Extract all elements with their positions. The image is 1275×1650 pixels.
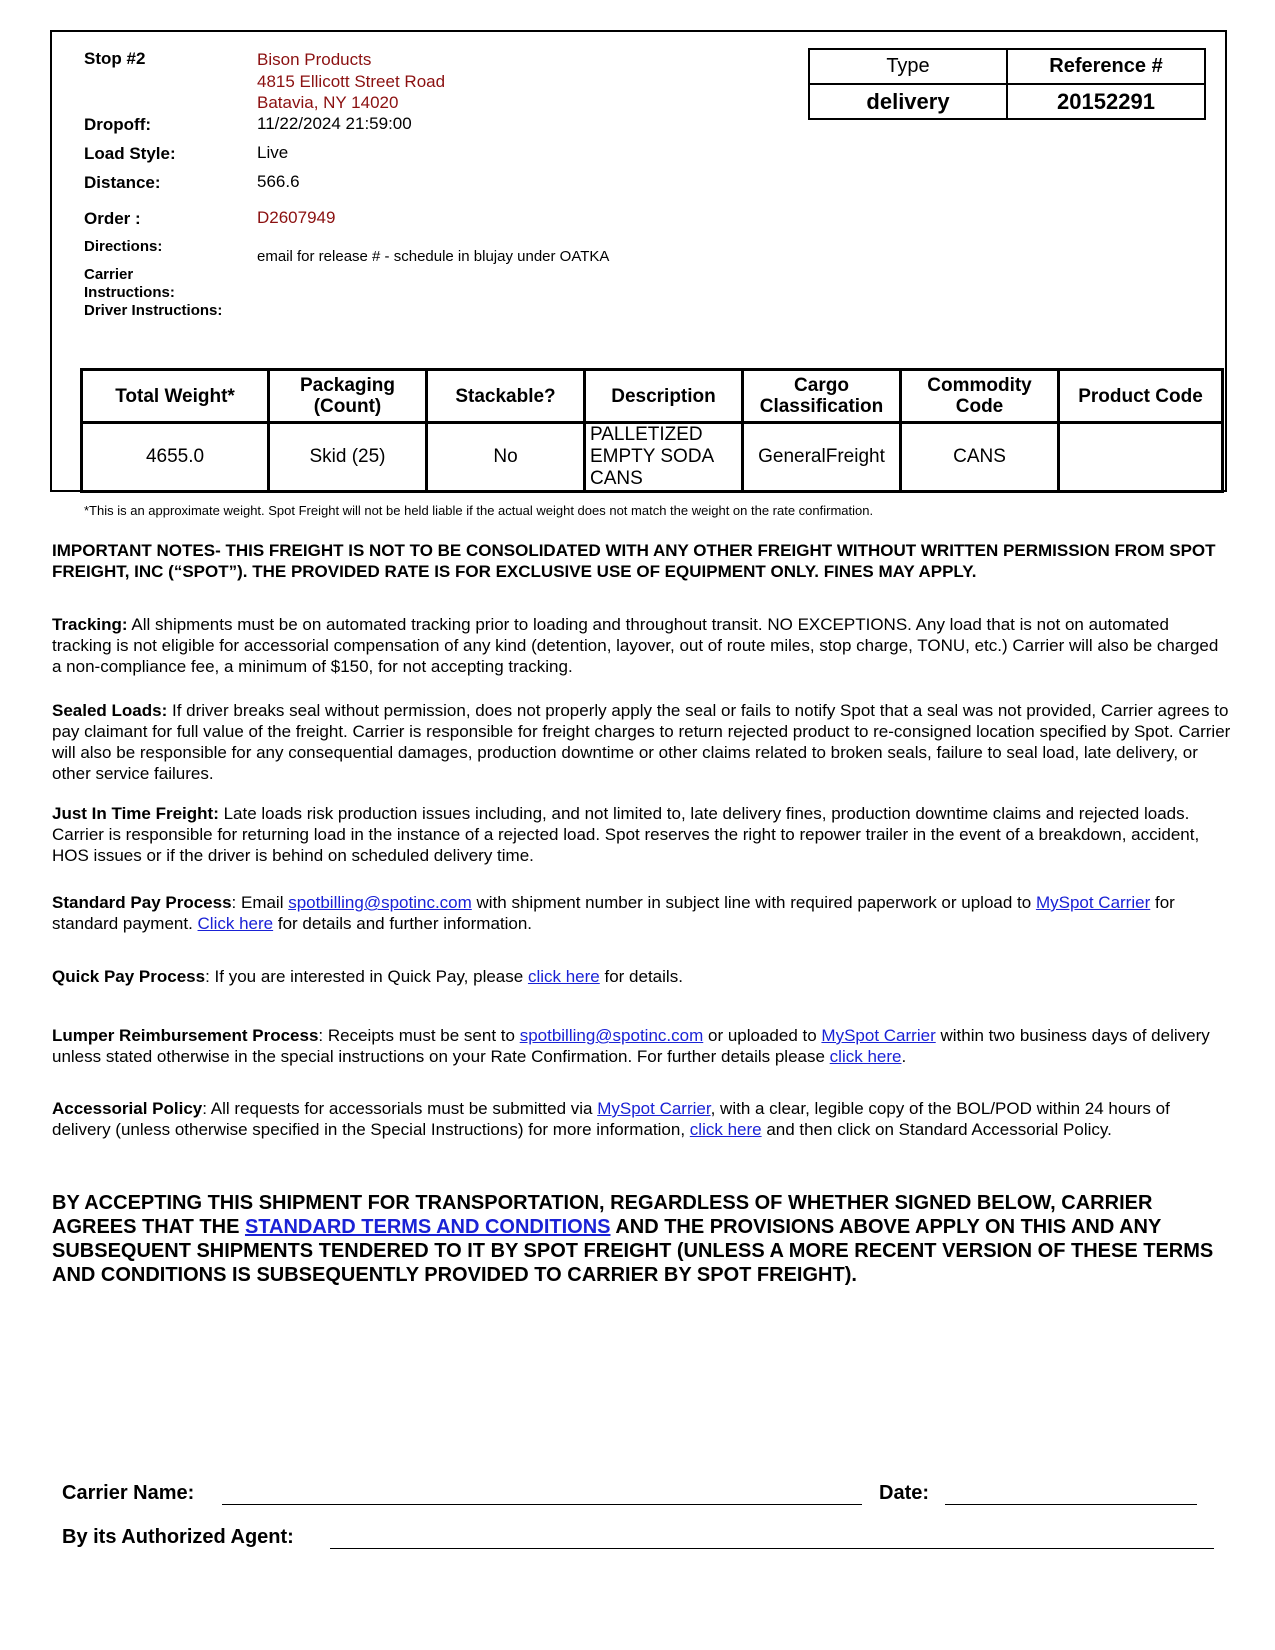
stop-address [257, 49, 445, 114]
cell-description-line1: PALLETIZED [590, 424, 703, 445]
standard-pay-label: Standard Pay Process [52, 893, 232, 912]
lumper-click-here-link[interactable]: click here [829, 1047, 902, 1066]
date-label: Date: [879, 1482, 930, 1504]
header-packaging-line2: (Count) [313, 396, 382, 417]
quick-pay-paragraph [52, 966, 1232, 987]
carrier-instructions-label-2: Instructions: [84, 284, 175, 301]
cell-description [585, 423, 743, 492]
cell-packaging: Skid (25) [269, 423, 427, 492]
header-packaging-line1: Packaging [299, 375, 396, 396]
header-total-weight: Total Weight* [82, 370, 269, 423]
standard-pay-email-link[interactable]: spotbilling@spotinc.com [288, 893, 472, 912]
standard-pay-text-3: for standard payment. [52, 893, 1175, 933]
quick-pay-text-2: for details. [599, 967, 683, 986]
acceptance-statement [52, 1191, 1232, 1287]
standard-pay-myspot-link[interactable]: MySpot Carrier [1035, 893, 1151, 912]
cell-description-line2: EMPTY SODA [590, 446, 715, 467]
street-address: 4815 Ellicott Street Road [257, 71, 446, 91]
lumper-paragraph [52, 1025, 1232, 1067]
accessorial-text-1: : All requests for accessorials must be submitted via [202, 1099, 598, 1118]
cell-cargo-classification: GeneralFreight [743, 423, 901, 492]
header-product-code: Product Code [1059, 370, 1223, 423]
cargo-header-row [82, 370, 1223, 423]
standard-pay-click-here-link[interactable]: Click here [197, 914, 274, 933]
lumper-text-1: : Receipts must be sent to [318, 1026, 520, 1045]
type-value: delivery [809, 84, 1007, 119]
acceptance-text-2: AND THE PROVISIONS ABOVE APPLY ON THIS AND ANY SUBSEQUENT SHIPMENTS TENDERED TO IT BY SPOT FREIGHT (UNLESS A MORE RECENT VERSION OF THESE TERMS AND CONDITIONS IS SUBSEQUENTLY PROVIDED TO CARRIER BY SPOT FREIGHT). [52, 1216, 1214, 1286]
jit-label: Just In Time Freight: [52, 804, 219, 823]
reference-value: 20152291 [1007, 84, 1205, 119]
driver-instructions-label: Driver Instructions: [84, 302, 223, 319]
distance-value: 566.6 [257, 172, 300, 191]
directions-value: email for release # - schedule in blujay under OATKA [257, 248, 610, 265]
standard-pay-text-1: : Email [231, 893, 289, 912]
accessorial-click-here-link[interactable]: click here [689, 1120, 762, 1139]
header-commodity-line1: Commodity [927, 375, 1032, 396]
carrier-name-line[interactable] [222, 1504, 862, 1505]
authorized-agent-label: By its Authorized Agent: [62, 1526, 294, 1548]
header-cargo-line2: Classification [759, 396, 884, 417]
carrier-instructions-label-1: Carrier [84, 266, 134, 283]
jit-paragraph [52, 803, 1232, 866]
lumper-email-link[interactable]: spotbilling@spotinc.com [519, 1026, 704, 1045]
important-notes: IMPORTANT NOTES- THIS FREIGHT IS NOT TO BE CONSOLIDATED WITH ANY OTHER FREIGHT WITHOUT WRITTEN PERMISSION FROM SPOT FREIGHT, INC (“SPOT”). THE PROVIDED RATE IS FOR EXCLUSIVE USE OF EQUIPMENT ONLY. FINES MAY APPLY. [52, 541, 1216, 581]
accessorial-label: Accessorial Policy [52, 1099, 203, 1118]
quick-pay-click-here-link[interactable]: click here [527, 967, 600, 986]
standard-pay-paragraph [52, 892, 1232, 934]
type-reference-table [808, 48, 1206, 120]
weight-footnote: *This is an approximate weight. Spot Freight will not be held liable if the actual weight does not match the weight on the rate confirmation. [84, 503, 874, 518]
accessorial-text-3: and then click on Standard Accessorial Policy. [761, 1120, 1112, 1139]
cargo-table [80, 368, 1224, 493]
tracking-paragraph [52, 614, 1232, 677]
dropoff-value: 11/22/2024 21:59:00 [257, 114, 412, 133]
terms-and-conditions-link[interactable]: STANDARD TERMS AND CONDITIONS [244, 1216, 611, 1238]
sealed-loads-label: Sealed Loads: [52, 701, 168, 720]
accessorial-myspot-link[interactable]: MySpot Carrier [597, 1099, 711, 1118]
lumper-text-3: within two business days of delivery unless stated otherwise in the special instructions on your Rate Confirmation. For further details please [52, 1026, 1210, 1066]
date-line[interactable] [945, 1504, 1197, 1505]
directions-label: Directions: [84, 238, 163, 255]
header-packaging [269, 370, 427, 423]
header-description: Description [585, 370, 743, 423]
facility-name: Bison Products [257, 50, 372, 69]
tracking-text: All shipments must be on automated tracking prior to loading and throughout transit. NO EXCEPTIONS. Any load that is not on automated tracking is not eligible for accessorial compensation of any kind (detention, layover, out of route miles, stop charge, TONU, etc.) Carrier will also be charged a non-compliance fee, a minimum of $150, for not accepting tracking. [52, 615, 1219, 676]
standard-pay-text-4: for details and further information. [273, 914, 533, 933]
lumper-text-2: or uploaded to [703, 1026, 822, 1045]
order-label: Order : [84, 209, 141, 228]
acceptance-text-1: BY ACCEPTING THIS SHIPMENT FOR TRANSPORTATION, REGARDLESS OF WHETHER SIGNED BELOW, CARRIER AGREES THAT THE [52, 1192, 1153, 1238]
accessorial-paragraph [52, 1098, 1232, 1140]
header-cargo-line1: Cargo [794, 375, 849, 396]
header-commodity-code [901, 370, 1059, 423]
sealed-loads-paragraph [52, 700, 1232, 784]
dropoff-label: Dropoff: [84, 115, 152, 134]
cell-description-line3: CANS [590, 468, 643, 489]
quick-pay-label: Quick Pay Process [52, 967, 206, 986]
lumper-label: Lumper Reimbursement Process [52, 1026, 319, 1045]
table-row [82, 423, 1223, 492]
authorized-agent-line[interactable] [330, 1548, 1214, 1549]
cell-total-weight: 4655.0 [82, 423, 269, 492]
city-state-zip: Batavia, NY 14020 [257, 93, 399, 112]
header-commodity-line2: Code [955, 396, 1004, 417]
header-cargo-classification [743, 370, 901, 423]
stop-label: Stop #2 [84, 49, 146, 68]
tracking-label: Tracking: [52, 615, 128, 634]
header-stackable: Stackable? [427, 370, 585, 423]
load-style-value: Live [257, 143, 289, 162]
quick-pay-text-1: : If you are interested in Quick Pay, please [205, 967, 528, 986]
standard-pay-text-2: with shipment number in subject line with required paperwork or upload to [471, 893, 1036, 912]
cell-stackable: No [427, 423, 585, 492]
reference-header: Reference # [1007, 49, 1205, 84]
type-header: Type [809, 49, 1007, 84]
accessorial-text-2: , with a clear, legible copy of the BOL/POD within 24 hours of delivery (unless otherwise specified in the Special Instructions) for more information, [52, 1099, 1170, 1139]
jit-text: Late loads risk production issues including, and not limited to, late delivery fines, production downtime claims and rejected loads. Carrier is responsible for returning load in the instance of a rejected load. Spot reserves the right to repower trailer in the event of a breakdown, accident, HOS issues or if the driver is behind on scheduled delivery time. [52, 804, 1200, 865]
order-value: D2607949 [257, 208, 336, 227]
lumper-text-4: . [901, 1047, 907, 1066]
cell-commodity-code: CANS [901, 423, 1059, 492]
carrier-name-label: Carrier Name: [62, 1482, 195, 1504]
sealed-loads-text: If driver breaks seal without permission, does not properly apply the seal or fails to notify Spot that a seal was not provided, Carrier agrees to pay claimant for full value of the freight. Carrier is responsible for freight charges to return rejected product to re-consigned location specified by Spot. Carrier will also be responsible for any consequential damages, production downtime or other claims related to broken seals, failure to seal load, late delivery, or other service failures. [52, 701, 1231, 783]
lumper-myspot-link[interactable]: MySpot Carrier [821, 1026, 936, 1045]
distance-label: Distance: [84, 173, 161, 192]
cell-product-code [1059, 423, 1223, 492]
load-style-label: Load Style: [84, 144, 176, 163]
